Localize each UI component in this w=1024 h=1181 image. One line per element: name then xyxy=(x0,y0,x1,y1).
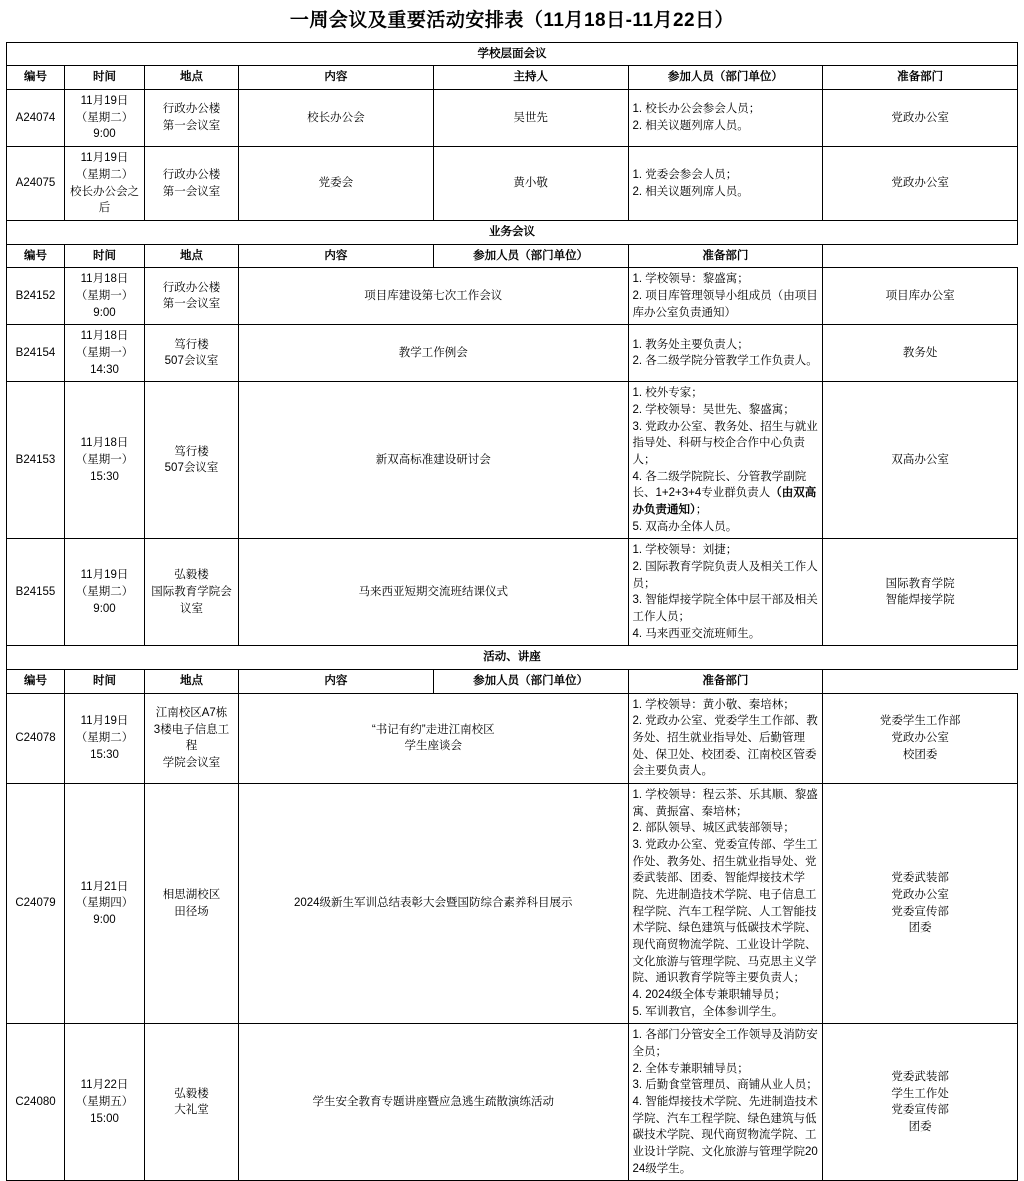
section-header-row xyxy=(7,220,1018,244)
column-header-3: 地点 xyxy=(145,244,239,268)
cell-id: A24075 xyxy=(7,147,65,221)
cell-dept: 党委学生工作部 党政办公室 校团委 xyxy=(823,693,1018,783)
column-header-row xyxy=(7,669,1018,693)
cell-id: B24152 xyxy=(7,268,65,325)
section-header-row xyxy=(7,646,1018,670)
cell-time: 11月18日 （星期一） 9:00 xyxy=(65,268,145,325)
section-title: 学校层面会议 xyxy=(7,42,1018,66)
cell-place: 弘毅楼 国际教育学院会议室 xyxy=(145,539,239,646)
column-header-5: 参加人员（部门单位） xyxy=(433,244,628,268)
column-header-row xyxy=(7,66,1018,90)
cell-place: 行政办公楼 第一会议室 xyxy=(145,90,239,147)
cell-place: 笃行楼 507会议室 xyxy=(145,325,239,382)
column-header-6: 准备部门 xyxy=(628,669,823,693)
cell-content: 2024级新生军训总结表彰大会暨国防综合素养科目展示 xyxy=(239,784,629,1024)
table-row xyxy=(7,784,1018,1024)
cell-dept: 党政办公室 xyxy=(823,90,1018,147)
cell-place: 笃行楼 507会议室 xyxy=(145,382,239,539)
column-header-4: 内容 xyxy=(239,669,434,693)
table-row xyxy=(7,693,1018,783)
schedule-body xyxy=(7,42,1018,1181)
cell-content: “书记有约”走进江南校区 学生座谈会 xyxy=(239,693,629,783)
cell-time: 11月19日 （星期二） 校长办公会之后 xyxy=(65,147,145,221)
cell-id: B24155 xyxy=(7,539,65,646)
cell-place: 弘毅楼 大礼堂 xyxy=(145,1024,239,1181)
column-header-4: 内容 xyxy=(239,66,434,90)
column-header-1: 编号 xyxy=(7,66,65,90)
cell-people: 1. 教务处主要负责人； 2. 各二级学院分管教学工作负责人。 xyxy=(628,325,823,382)
cell-content: 教学工作例会 xyxy=(239,325,629,382)
cell-content: 校长办公会 xyxy=(239,90,434,147)
column-header-2: 时间 xyxy=(65,669,145,693)
cell-time: 11月19日 （星期二） 15:30 xyxy=(65,693,145,783)
cell-place: 相思湖校区 田径场 xyxy=(145,784,239,1024)
column-header-2: 时间 xyxy=(65,66,145,90)
cell-dept: 党委武装部 学生工作处 党委宣传部 团委 xyxy=(823,1024,1018,1181)
cell-id: A24074 xyxy=(7,90,65,147)
table-row xyxy=(7,268,1018,325)
column-header-6: 参加人员（部门单位） xyxy=(628,66,823,90)
cell-id: C24080 xyxy=(7,1024,65,1181)
cell-content: 党委会 xyxy=(239,147,434,221)
cell-dept: 国际教育学院 智能焊接学院 xyxy=(823,539,1018,646)
cell-content: 马来西亚短期交流班结课仪式 xyxy=(239,539,629,646)
cell-dept: 党委武装部 党政办公室 党委宣传部 团委 xyxy=(823,784,1018,1024)
page-title: 一周会议及重要活动安排表（11月18日-11月22日） xyxy=(289,10,735,31)
cell-people: 1. 学校领导：刘捷； 2. 国际教育学院负责人及相关工作人员； 3. 智能焊接学院全体中层干部及相关工作人员； 4. 马来西亚交流班师生。 xyxy=(628,539,823,646)
cell-id: C24078 xyxy=(7,693,65,783)
cell-host: 吴世先 xyxy=(433,90,628,147)
cell-dept: 项目库办公室 xyxy=(823,268,1018,325)
table-row xyxy=(7,325,1018,382)
cell-id: C24079 xyxy=(7,784,65,1024)
table-row xyxy=(7,147,1018,221)
section-header-row xyxy=(7,42,1018,66)
column-header-3: 地点 xyxy=(145,66,239,90)
cell-people: 1. 各部门分管安全工作领导及消防安全员； 2. 全体专兼职辅导员； 3. 后勤食堂管理员、商铺从业人员； 4. 智能焊接技术学院、先进制造技术学院、汽车工程学院、绿色建筑与低碳技术学院、现代商贸物流学院、工业设计学院、文化旅游与管理学院2024级学生。 xyxy=(628,1024,823,1181)
schedule-table xyxy=(6,42,1018,1181)
cell-content: 学生安全教育专题讲座暨应急逃生疏散演练活动 xyxy=(239,1024,629,1181)
cell-people: 1. 党委会参会人员； 2. 相关议题列席人员。 xyxy=(628,147,823,221)
cell-content: 项目库建设第七次工作会议 xyxy=(239,268,629,325)
cell-people: 1. 学校领导：程云茶、乐其顺、黎盛寓、黄振富、秦培林； 2. 部队领导、城区武装部领导； 3. 党政办公室、党委宣传部、学生工作处、教务处、招生就业指导处、党委武装部、团委、智能焊接技术学院、先进制造技术学院、电子信息工程学院、汽车工程学院、人工智能技术学院、绿色建筑与低碳技术学院、现代商贸物流学院、工业设计学院、文化旅游与管理学院、马克思主义学院、通识教育学院等主要负责人； 4. 2024级全体专兼职辅导员； 5. 军训教官，全体参训学生。 xyxy=(628,784,823,1024)
cell-people: 1. 校外专家； 2. 学校领导：吴世先、黎盛寓； 3. 党政办公室、教务处、招生与就业指导处、科研与校企合作中心负责人； 4. 各二级学院院长、分管教学副院长、1+2+3+4专业群负责人（由双高办负责通知）； 5. 双高办全体人员。 xyxy=(628,382,823,539)
table-row xyxy=(7,382,1018,539)
section-title: 业务会议 xyxy=(7,220,1018,244)
cell-dept: 双高办公室 xyxy=(823,382,1018,539)
section-title: 活动、讲座 xyxy=(7,646,1018,670)
cell-time: 11月21日 （星期四） 9:00 xyxy=(65,784,145,1024)
table-row xyxy=(7,90,1018,147)
cell-time: 11月19日 （星期二） 9:00 xyxy=(65,90,145,147)
cell-time: 11月19日 （星期二） 9:00 xyxy=(65,539,145,646)
table-row xyxy=(7,1024,1018,1181)
column-header-6: 准备部门 xyxy=(628,244,823,268)
column-header-4: 内容 xyxy=(239,244,434,268)
column-header-1: 编号 xyxy=(7,244,65,268)
column-header-7: 准备部门 xyxy=(823,66,1018,90)
column-header-row xyxy=(7,244,1018,268)
cell-id: B24154 xyxy=(7,325,65,382)
cell-dept: 党政办公室 xyxy=(823,147,1018,221)
cell-dept: 教务处 xyxy=(823,325,1018,382)
cell-content: 新双高标准建设研讨会 xyxy=(239,382,629,539)
column-header-3: 地点 xyxy=(145,669,239,693)
cell-people: 1. 学校领导：黄小敬、秦培林； 2. 党政办公室、党委学生工作部、教务处、招生就业指导处、后勤管理处、保卫处、校团委、江南校区管委会主要负责人。 xyxy=(628,693,823,783)
table-row xyxy=(7,539,1018,646)
cell-host: 黄小敬 xyxy=(433,147,628,221)
cell-place: 行政办公楼 第一会议室 xyxy=(145,147,239,221)
column-header-5: 主持人 xyxy=(433,66,628,90)
cell-id: B24153 xyxy=(7,382,65,539)
cell-place: 行政办公楼 第一会议室 xyxy=(145,268,239,325)
cell-place: 江南校区A7栋 3楼电子信息工程 学院会议室 xyxy=(145,693,239,783)
column-header-1: 编号 xyxy=(7,669,65,693)
cell-time: 11月22日 （星期五） 15:00 xyxy=(65,1024,145,1181)
cell-people: 1. 校长办公会参会人员； 2. 相关议题列席人员。 xyxy=(628,90,823,147)
column-header-5: 参加人员（部门单位） xyxy=(433,669,628,693)
cell-people: 1. 学校领导：黎盛寓； 2. 项目库管理领导小组成员（由项目库办公室负责通知） xyxy=(628,268,823,325)
cell-time: 11月18日 （星期一） 14:30 xyxy=(65,325,145,382)
cell-time: 11月18日 （星期一） 15:30 xyxy=(65,382,145,539)
column-header-2: 时间 xyxy=(65,244,145,268)
